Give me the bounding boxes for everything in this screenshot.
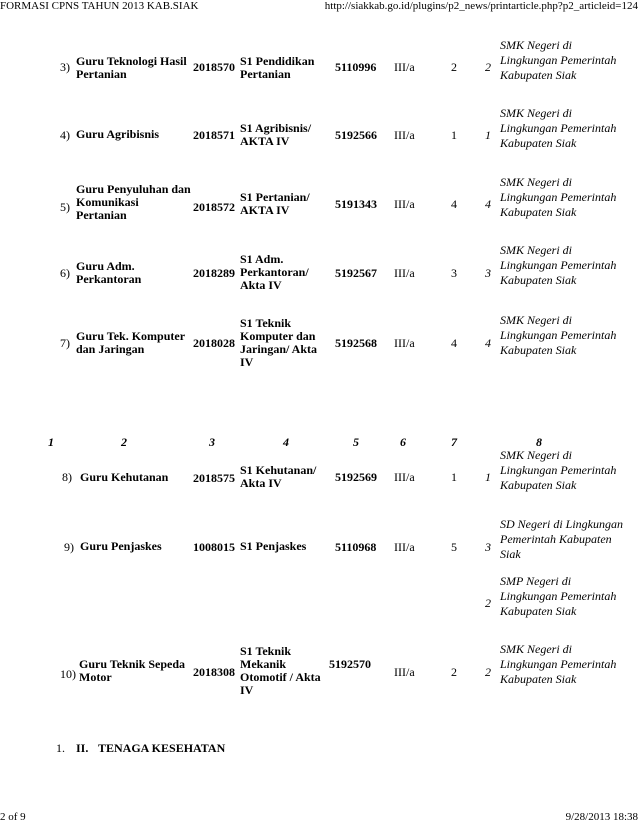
education: S1 Agribisnis/ AKTA IV <box>240 121 312 148</box>
position-name: Guru Penjaskes <box>80 539 162 553</box>
location: SMK Negeri di Lingkungan Pemerintah Kabupaten Siak <box>500 106 617 150</box>
education-code: 5191343 <box>335 197 377 211</box>
education-code: 5192570 <box>329 657 371 671</box>
grade: III/a <box>394 540 415 554</box>
row-number: 4) <box>60 128 70 142</box>
position-name: Guru Tek. Komputer dan Jaringan <box>76 329 185 356</box>
header-url: http://siakkab.go.id/plugins/p2_news/printarticle.php?p2_articleid=124 <box>324 0 638 12</box>
quota-location: 2 <box>485 60 491 74</box>
grade: III/a <box>394 266 415 280</box>
row-number: 7) <box>60 336 70 350</box>
section-roman: II. <box>76 741 89 755</box>
grade: III/a <box>394 470 415 484</box>
row-number: 5) <box>60 200 70 214</box>
quota-total: 1 <box>451 470 457 484</box>
column-number: 4 <box>283 435 289 449</box>
position-name: Guru Teknik Sepeda Motor <box>79 657 186 684</box>
quota-location: 4 <box>485 197 491 211</box>
column-number: 1 <box>48 435 54 449</box>
section-title: TENAGA KESEHATAN <box>98 741 226 755</box>
quota-total: 1 <box>451 128 457 142</box>
column-number: 2 <box>121 435 127 449</box>
print-timestamp: 9/28/2013 18:38 <box>565 811 638 823</box>
position-code: 2018570 <box>193 60 235 74</box>
education: S1 Adm. Perkantoran/ Akta IV <box>240 252 309 292</box>
row-number: 9) <box>64 540 74 554</box>
education-code: 5192569 <box>335 470 377 484</box>
column-number: 6 <box>400 435 406 449</box>
education-code: 5192566 <box>335 128 377 142</box>
quota-location: 3 <box>485 540 491 554</box>
position-code: 2018575 <box>193 471 235 485</box>
education-code: 5192567 <box>335 266 377 280</box>
education: S1 Penjaskes <box>240 539 307 553</box>
quota-total: 4 <box>451 336 457 350</box>
location: SMK Negeri di Lingkungan Pemerintah Kabupaten Siak <box>500 642 617 686</box>
position-code: 2018308 <box>193 665 235 679</box>
education-code: 5192568 <box>335 336 377 350</box>
row-number: 3) <box>60 60 70 74</box>
education-code: 5110996 <box>335 60 377 74</box>
position-code: 2018572 <box>193 200 235 214</box>
column-number: 8 <box>536 435 542 449</box>
section-number: 1. <box>56 741 65 755</box>
education: S1 Pertanian/ AKTA IV <box>240 190 310 217</box>
quota-total: 4 <box>451 197 457 211</box>
position-code: 2018571 <box>193 128 235 142</box>
position-code: 2018028 <box>193 336 235 350</box>
location: SD Negeri di Lingkungan Pemerintah Kabupaten Siak <box>500 517 623 561</box>
position-name: Guru Adm. Perkantoran <box>76 259 142 286</box>
column-number: 3 <box>209 435 215 449</box>
location: SMP Negeri di Lingkungan Pemerintah Kabupaten Siak <box>500 574 617 618</box>
quota-location: 1 <box>485 128 491 142</box>
page-number: 2 of 9 <box>0 811 26 823</box>
quota-location: 2 <box>485 665 491 679</box>
quota-location: 3 <box>485 266 491 280</box>
row-number: 10) <box>60 667 76 681</box>
row-number: 6) <box>60 266 70 280</box>
position-code: 1008015 <box>193 540 235 554</box>
quota-location: 1 <box>485 470 491 484</box>
quota-location: 4 <box>485 336 491 350</box>
location: SMK Negeri di Lingkungan Pemerintah Kabupaten Siak <box>500 38 617 82</box>
location: SMK Negeri di Lingkungan Pemerintah Kabupaten Siak <box>500 313 617 357</box>
grade: III/a <box>394 665 415 679</box>
education: S1 Pendidikan Pertanian <box>240 54 315 81</box>
education: S1 Kehutanan/ Akta IV <box>240 463 317 490</box>
location: SMK Negeri di Lingkungan Pemerintah Kabupaten Siak <box>500 243 617 287</box>
row-number: 8) <box>62 470 72 484</box>
grade: III/a <box>394 60 415 74</box>
grade: III/a <box>394 336 415 350</box>
quota-total: 2 <box>451 665 457 679</box>
column-number: 7 <box>451 435 457 449</box>
column-number: 5 <box>353 435 359 449</box>
location: SMK Negeri di Lingkungan Pemerintah Kabupaten Siak <box>500 448 617 492</box>
grade: III/a <box>394 197 415 211</box>
quota-total: 2 <box>451 60 457 74</box>
quota-location: 2 <box>485 596 491 610</box>
education-code: 5110968 <box>335 540 377 554</box>
education: S1 Teknik Mekanik Otomotif / Akta IV <box>240 644 321 697</box>
quota-total: 3 <box>451 266 457 280</box>
position-code: 2018289 <box>193 266 235 280</box>
position-name: Guru Agribisnis <box>76 127 160 141</box>
quota-total: 5 <box>451 540 457 554</box>
position-name: Guru Penyuluhan dan Komunikasi Pertanian <box>76 182 191 222</box>
location: SMK Negeri di Lingkungan Pemerintah Kabupaten Siak <box>500 175 617 219</box>
position-name: Guru Kehutanan <box>80 470 169 484</box>
position-name: Guru Teknologi Hasil Pertanian <box>76 54 187 81</box>
header-title: FORMASI CPNS TAHUN 2013 KAB.SIAK <box>0 0 199 12</box>
grade: III/a <box>394 128 415 142</box>
education: S1 Teknik Komputer dan Jaringan/ Akta IV <box>240 316 318 369</box>
